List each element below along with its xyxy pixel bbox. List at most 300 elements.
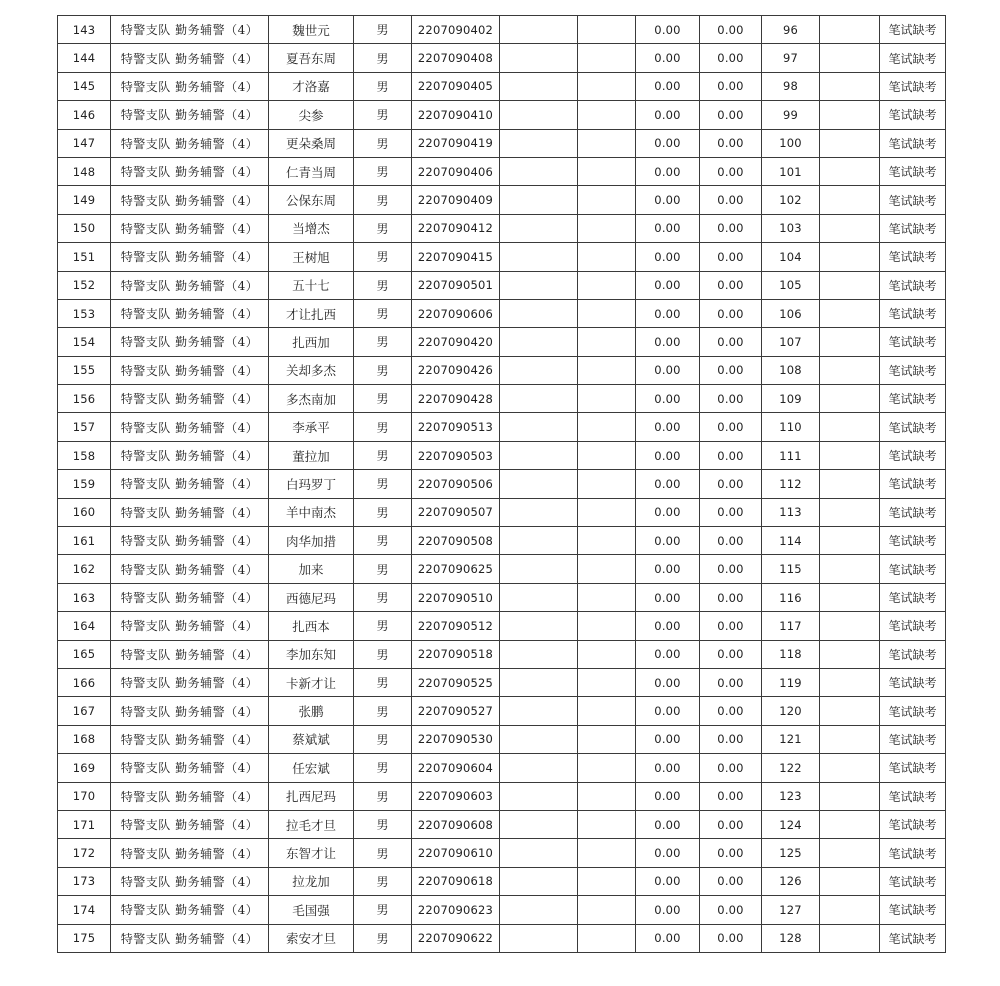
department-cell: 特警支队 勤务辅警（4） [111, 157, 269, 185]
exam-number-cell: 2207090415 [412, 243, 500, 271]
department-cell: 特警支队 勤务辅警（4） [111, 356, 269, 384]
score-cell: 0.00 [636, 754, 700, 782]
blank-cell [820, 16, 880, 44]
score-cell: 0.00 [636, 299, 700, 327]
name-cell: 毛国强 [269, 896, 354, 924]
seq-cell: 146 [58, 101, 111, 129]
score-cell: 0.00 [636, 810, 700, 838]
note-cell: 笔试缺考 [880, 697, 946, 725]
note-cell: 笔试缺考 [880, 810, 946, 838]
blank-cell [500, 668, 578, 696]
note-cell: 笔试缺考 [880, 896, 946, 924]
name-cell: 加来 [269, 555, 354, 583]
rank-cell: 97 [762, 44, 820, 72]
score-cell: 0.00 [700, 470, 762, 498]
exam-number-cell: 2207090508 [412, 527, 500, 555]
rank-cell: 118 [762, 640, 820, 668]
score-cell: 0.00 [636, 44, 700, 72]
blank-cell [820, 299, 880, 327]
exam-number-cell: 2207090606 [412, 299, 500, 327]
seq-cell: 145 [58, 72, 111, 100]
score-cell: 0.00 [636, 867, 700, 895]
score-cell: 0.00 [700, 271, 762, 299]
blank-cell [578, 668, 636, 696]
gender-cell: 男 [354, 157, 412, 185]
seq-cell: 162 [58, 555, 111, 583]
rank-cell: 101 [762, 157, 820, 185]
blank-cell [578, 214, 636, 242]
blank-cell [578, 385, 636, 413]
exam-number-cell: 2207090402 [412, 16, 500, 44]
rank-cell: 108 [762, 356, 820, 384]
score-cell: 0.00 [700, 612, 762, 640]
gender-cell: 男 [354, 640, 412, 668]
gender-cell: 男 [354, 441, 412, 469]
exam-number-cell: 2207090604 [412, 754, 500, 782]
gender-cell: 男 [354, 101, 412, 129]
score-cell: 0.00 [636, 385, 700, 413]
table-row [58, 527, 946, 555]
blank-cell [500, 328, 578, 356]
blank-cell [578, 725, 636, 753]
rank-cell: 100 [762, 129, 820, 157]
name-cell: 蔡斌斌 [269, 725, 354, 753]
score-cell: 0.00 [700, 782, 762, 810]
seq-cell: 158 [58, 441, 111, 469]
seq-cell: 157 [58, 413, 111, 441]
blank-cell [820, 385, 880, 413]
gender-cell: 男 [354, 385, 412, 413]
table-row [58, 640, 946, 668]
gender-cell: 男 [354, 299, 412, 327]
gender-cell: 男 [354, 129, 412, 157]
seq-cell: 165 [58, 640, 111, 668]
rank-cell: 115 [762, 555, 820, 583]
blank-cell [500, 385, 578, 413]
blank-cell [500, 299, 578, 327]
department-cell: 特警支队 勤务辅警（4） [111, 754, 269, 782]
gender-cell: 男 [354, 810, 412, 838]
department-cell: 特警支队 勤务辅警（4） [111, 668, 269, 696]
score-cell: 0.00 [636, 924, 700, 952]
department-cell: 特警支队 勤务辅警（4） [111, 16, 269, 44]
name-cell: 才洛嘉 [269, 72, 354, 100]
score-cell: 0.00 [700, 640, 762, 668]
rank-cell: 99 [762, 101, 820, 129]
table-row [58, 271, 946, 299]
rank-cell: 123 [762, 782, 820, 810]
rank-cell: 124 [762, 810, 820, 838]
department-cell: 特警支队 勤务辅警（4） [111, 101, 269, 129]
exam-number-cell: 2207090603 [412, 782, 500, 810]
gender-cell: 男 [354, 896, 412, 924]
name-cell: 卡新才让 [269, 668, 354, 696]
gender-cell: 男 [354, 328, 412, 356]
name-cell: 李加东知 [269, 640, 354, 668]
note-cell: 笔试缺考 [880, 72, 946, 100]
score-cell: 0.00 [700, 16, 762, 44]
table-row [58, 839, 946, 867]
rank-cell: 119 [762, 668, 820, 696]
name-cell: 扎西尼玛 [269, 782, 354, 810]
blank-cell [578, 129, 636, 157]
blank-cell [578, 810, 636, 838]
name-cell: 拉毛才旦 [269, 810, 354, 838]
score-cell: 0.00 [636, 356, 700, 384]
department-cell: 特警支队 勤务辅警（4） [111, 186, 269, 214]
score-cell: 0.00 [700, 754, 762, 782]
department-cell: 特警支队 勤务辅警（4） [111, 413, 269, 441]
rank-cell: 117 [762, 612, 820, 640]
blank-cell [578, 101, 636, 129]
gender-cell: 男 [354, 782, 412, 810]
blank-cell [820, 668, 880, 696]
name-cell: 董拉加 [269, 441, 354, 469]
gender-cell: 男 [354, 356, 412, 384]
seq-cell: 148 [58, 157, 111, 185]
exam-number-cell: 2207090420 [412, 328, 500, 356]
department-cell: 特警支队 勤务辅警（4） [111, 328, 269, 356]
exam-number-cell: 2207090409 [412, 186, 500, 214]
blank-cell [820, 470, 880, 498]
table-row [58, 924, 946, 952]
department-cell: 特警支队 勤务辅警（4） [111, 214, 269, 242]
blank-cell [500, 754, 578, 782]
blank-cell [820, 555, 880, 583]
table-body [58, 16, 946, 953]
seq-cell: 151 [58, 243, 111, 271]
note-cell: 笔试缺考 [880, 782, 946, 810]
name-cell: 肉华加措 [269, 527, 354, 555]
rank-cell: 113 [762, 498, 820, 526]
name-cell: 张鹏 [269, 697, 354, 725]
blank-cell [820, 725, 880, 753]
exam-number-cell: 2207090426 [412, 356, 500, 384]
note-cell: 笔试缺考 [880, 44, 946, 72]
blank-cell [578, 186, 636, 214]
table-row [58, 555, 946, 583]
blank-cell [820, 271, 880, 299]
blank-cell [500, 498, 578, 526]
department-cell: 特警支队 勤务辅警（4） [111, 867, 269, 895]
blank-cell [820, 157, 880, 185]
score-cell: 0.00 [700, 725, 762, 753]
name-cell: 王树旭 [269, 243, 354, 271]
seq-cell: 150 [58, 214, 111, 242]
department-cell: 特警支队 勤务辅警（4） [111, 640, 269, 668]
score-cell: 0.00 [636, 101, 700, 129]
department-cell: 特警支队 勤务辅警（4） [111, 129, 269, 157]
gender-cell: 男 [354, 867, 412, 895]
gender-cell: 男 [354, 668, 412, 696]
blank-cell [500, 555, 578, 583]
score-cell: 0.00 [700, 668, 762, 696]
score-cell: 0.00 [700, 328, 762, 356]
blank-cell [578, 640, 636, 668]
department-cell: 特警支队 勤务辅警（4） [111, 72, 269, 100]
score-cell: 0.00 [636, 271, 700, 299]
table-row [58, 782, 946, 810]
name-cell: 扎西加 [269, 328, 354, 356]
score-cell: 0.00 [636, 413, 700, 441]
note-cell: 笔试缺考 [880, 583, 946, 611]
blank-cell [500, 186, 578, 214]
name-cell: 羊中南杰 [269, 498, 354, 526]
score-cell: 0.00 [636, 527, 700, 555]
exam-number-cell: 2207090622 [412, 924, 500, 952]
rank-cell: 121 [762, 725, 820, 753]
blank-cell [578, 243, 636, 271]
note-cell: 笔试缺考 [880, 470, 946, 498]
score-cell: 0.00 [700, 413, 762, 441]
blank-cell [500, 725, 578, 753]
score-cell: 0.00 [700, 498, 762, 526]
blank-cell [820, 243, 880, 271]
score-cell: 0.00 [700, 896, 762, 924]
table-row [58, 725, 946, 753]
score-cell: 0.00 [636, 186, 700, 214]
name-cell: 才让扎西 [269, 299, 354, 327]
results-table [57, 15, 946, 953]
score-cell: 0.00 [700, 101, 762, 129]
rank-cell: 125 [762, 839, 820, 867]
blank-cell [820, 44, 880, 72]
blank-cell [820, 896, 880, 924]
department-cell: 特警支队 勤务辅警（4） [111, 243, 269, 271]
score-cell: 0.00 [636, 129, 700, 157]
blank-cell [500, 72, 578, 100]
blank-cell [578, 157, 636, 185]
blank-cell [578, 328, 636, 356]
seq-cell: 171 [58, 810, 111, 838]
table-row [58, 697, 946, 725]
seq-cell: 173 [58, 867, 111, 895]
gender-cell: 男 [354, 754, 412, 782]
exam-number-cell: 2207090518 [412, 640, 500, 668]
blank-cell [500, 924, 578, 952]
rank-cell: 122 [762, 754, 820, 782]
note-cell: 笔试缺考 [880, 754, 946, 782]
department-cell: 特警支队 勤务辅警（4） [111, 44, 269, 72]
blank-cell [578, 839, 636, 867]
department-cell: 特警支队 勤务辅警（4） [111, 441, 269, 469]
rank-cell: 105 [762, 271, 820, 299]
table-row [58, 896, 946, 924]
score-cell: 0.00 [700, 810, 762, 838]
score-cell: 0.00 [700, 44, 762, 72]
blank-cell [578, 299, 636, 327]
name-cell: 关却多杰 [269, 356, 354, 384]
rank-cell: 103 [762, 214, 820, 242]
department-cell: 特警支队 勤务辅警（4） [111, 612, 269, 640]
seq-cell: 166 [58, 668, 111, 696]
rank-cell: 111 [762, 441, 820, 469]
table-row [58, 356, 946, 384]
blank-cell [820, 413, 880, 441]
seq-cell: 175 [58, 924, 111, 952]
name-cell: 更朵桑周 [269, 129, 354, 157]
exam-number-cell: 2207090625 [412, 555, 500, 583]
blank-cell [820, 498, 880, 526]
blank-cell [500, 214, 578, 242]
table-row [58, 668, 946, 696]
table-row [58, 612, 946, 640]
name-cell: 尖参 [269, 101, 354, 129]
note-cell: 笔试缺考 [880, 527, 946, 555]
department-cell: 特警支队 勤务辅警（4） [111, 839, 269, 867]
score-cell: 0.00 [700, 555, 762, 583]
department-cell: 特警支队 勤务辅警（4） [111, 583, 269, 611]
exam-number-cell: 2207090428 [412, 385, 500, 413]
exam-number-cell: 2207090506 [412, 470, 500, 498]
blank-cell [500, 271, 578, 299]
gender-cell: 男 [354, 697, 412, 725]
table-row [58, 810, 946, 838]
seq-cell: 160 [58, 498, 111, 526]
note-cell: 笔试缺考 [880, 129, 946, 157]
rank-cell: 110 [762, 413, 820, 441]
gender-cell: 男 [354, 470, 412, 498]
exam-number-cell: 2207090512 [412, 612, 500, 640]
score-cell: 0.00 [700, 527, 762, 555]
exam-number-cell: 2207090412 [412, 214, 500, 242]
seq-cell: 164 [58, 612, 111, 640]
note-cell: 笔试缺考 [880, 356, 946, 384]
blank-cell [820, 640, 880, 668]
note-cell: 笔试缺考 [880, 441, 946, 469]
exam-number-cell: 2207090527 [412, 697, 500, 725]
gender-cell: 男 [354, 16, 412, 44]
score-cell: 0.00 [636, 441, 700, 469]
score-cell: 0.00 [636, 16, 700, 44]
score-cell: 0.00 [636, 243, 700, 271]
blank-cell [578, 271, 636, 299]
department-cell: 特警支队 勤务辅警（4） [111, 470, 269, 498]
table-row [58, 129, 946, 157]
name-cell: 索安才旦 [269, 924, 354, 952]
seq-cell: 143 [58, 16, 111, 44]
blank-cell [820, 782, 880, 810]
rank-cell: 104 [762, 243, 820, 271]
exam-number-cell: 2207090608 [412, 810, 500, 838]
rank-cell: 106 [762, 299, 820, 327]
gender-cell: 男 [354, 243, 412, 271]
rank-cell: 116 [762, 583, 820, 611]
rank-cell: 109 [762, 385, 820, 413]
blank-cell [820, 810, 880, 838]
blank-cell [500, 470, 578, 498]
seq-cell: 170 [58, 782, 111, 810]
gender-cell: 男 [354, 413, 412, 441]
blank-cell [578, 612, 636, 640]
note-cell: 笔试缺考 [880, 271, 946, 299]
note-cell: 笔试缺考 [880, 186, 946, 214]
blank-cell [500, 839, 578, 867]
name-cell: 白玛罗丁 [269, 470, 354, 498]
score-cell: 0.00 [700, 583, 762, 611]
table-row [58, 299, 946, 327]
gender-cell: 男 [354, 214, 412, 242]
gender-cell: 男 [354, 72, 412, 100]
department-cell: 特警支队 勤务辅警（4） [111, 782, 269, 810]
rank-cell: 112 [762, 470, 820, 498]
blank-cell [500, 129, 578, 157]
score-cell: 0.00 [700, 157, 762, 185]
rank-cell: 102 [762, 186, 820, 214]
blank-cell [578, 583, 636, 611]
rank-cell: 127 [762, 896, 820, 924]
score-cell: 0.00 [700, 385, 762, 413]
name-cell: 扎西本 [269, 612, 354, 640]
blank-cell [820, 839, 880, 867]
score-cell: 0.00 [636, 612, 700, 640]
blank-cell [578, 697, 636, 725]
score-cell: 0.00 [636, 214, 700, 242]
note-cell: 笔试缺考 [880, 328, 946, 356]
table-row [58, 867, 946, 895]
blank-cell [500, 243, 578, 271]
gender-cell: 男 [354, 271, 412, 299]
blank-cell [578, 924, 636, 952]
blank-cell [820, 72, 880, 100]
seq-cell: 161 [58, 527, 111, 555]
gender-cell: 男 [354, 725, 412, 753]
seq-cell: 154 [58, 328, 111, 356]
rank-cell: 98 [762, 72, 820, 100]
score-cell: 0.00 [700, 214, 762, 242]
blank-cell [500, 101, 578, 129]
exam-number-cell: 2207090406 [412, 157, 500, 185]
blank-cell [820, 527, 880, 555]
name-cell: 仁青当周 [269, 157, 354, 185]
note-cell: 笔试缺考 [880, 867, 946, 895]
blank-cell [820, 101, 880, 129]
score-cell: 0.00 [636, 839, 700, 867]
table-row [58, 101, 946, 129]
exam-number-cell: 2207090513 [412, 413, 500, 441]
seq-cell: 174 [58, 896, 111, 924]
exam-number-cell: 2207090507 [412, 498, 500, 526]
exam-number-cell: 2207090419 [412, 129, 500, 157]
note-cell: 笔试缺考 [880, 668, 946, 696]
seq-cell: 167 [58, 697, 111, 725]
note-cell: 笔试缺考 [880, 16, 946, 44]
name-cell: 夏吾东周 [269, 44, 354, 72]
exam-number-cell: 2207090503 [412, 441, 500, 469]
exam-number-cell: 2207090510 [412, 583, 500, 611]
table-row [58, 385, 946, 413]
blank-cell [578, 527, 636, 555]
blank-cell [500, 896, 578, 924]
blank-cell [500, 810, 578, 838]
note-cell: 笔试缺考 [880, 640, 946, 668]
blank-cell [578, 896, 636, 924]
seq-cell: 163 [58, 583, 111, 611]
seq-cell: 156 [58, 385, 111, 413]
blank-cell [820, 441, 880, 469]
note-cell: 笔试缺考 [880, 214, 946, 242]
blank-cell [820, 328, 880, 356]
note-cell: 笔试缺考 [880, 101, 946, 129]
score-cell: 0.00 [700, 72, 762, 100]
seq-cell: 168 [58, 725, 111, 753]
note-cell: 笔试缺考 [880, 498, 946, 526]
rank-cell: 126 [762, 867, 820, 895]
score-cell: 0.00 [700, 356, 762, 384]
table-row [58, 186, 946, 214]
exam-number-cell: 2207090501 [412, 271, 500, 299]
name-cell: 西德尼玛 [269, 583, 354, 611]
